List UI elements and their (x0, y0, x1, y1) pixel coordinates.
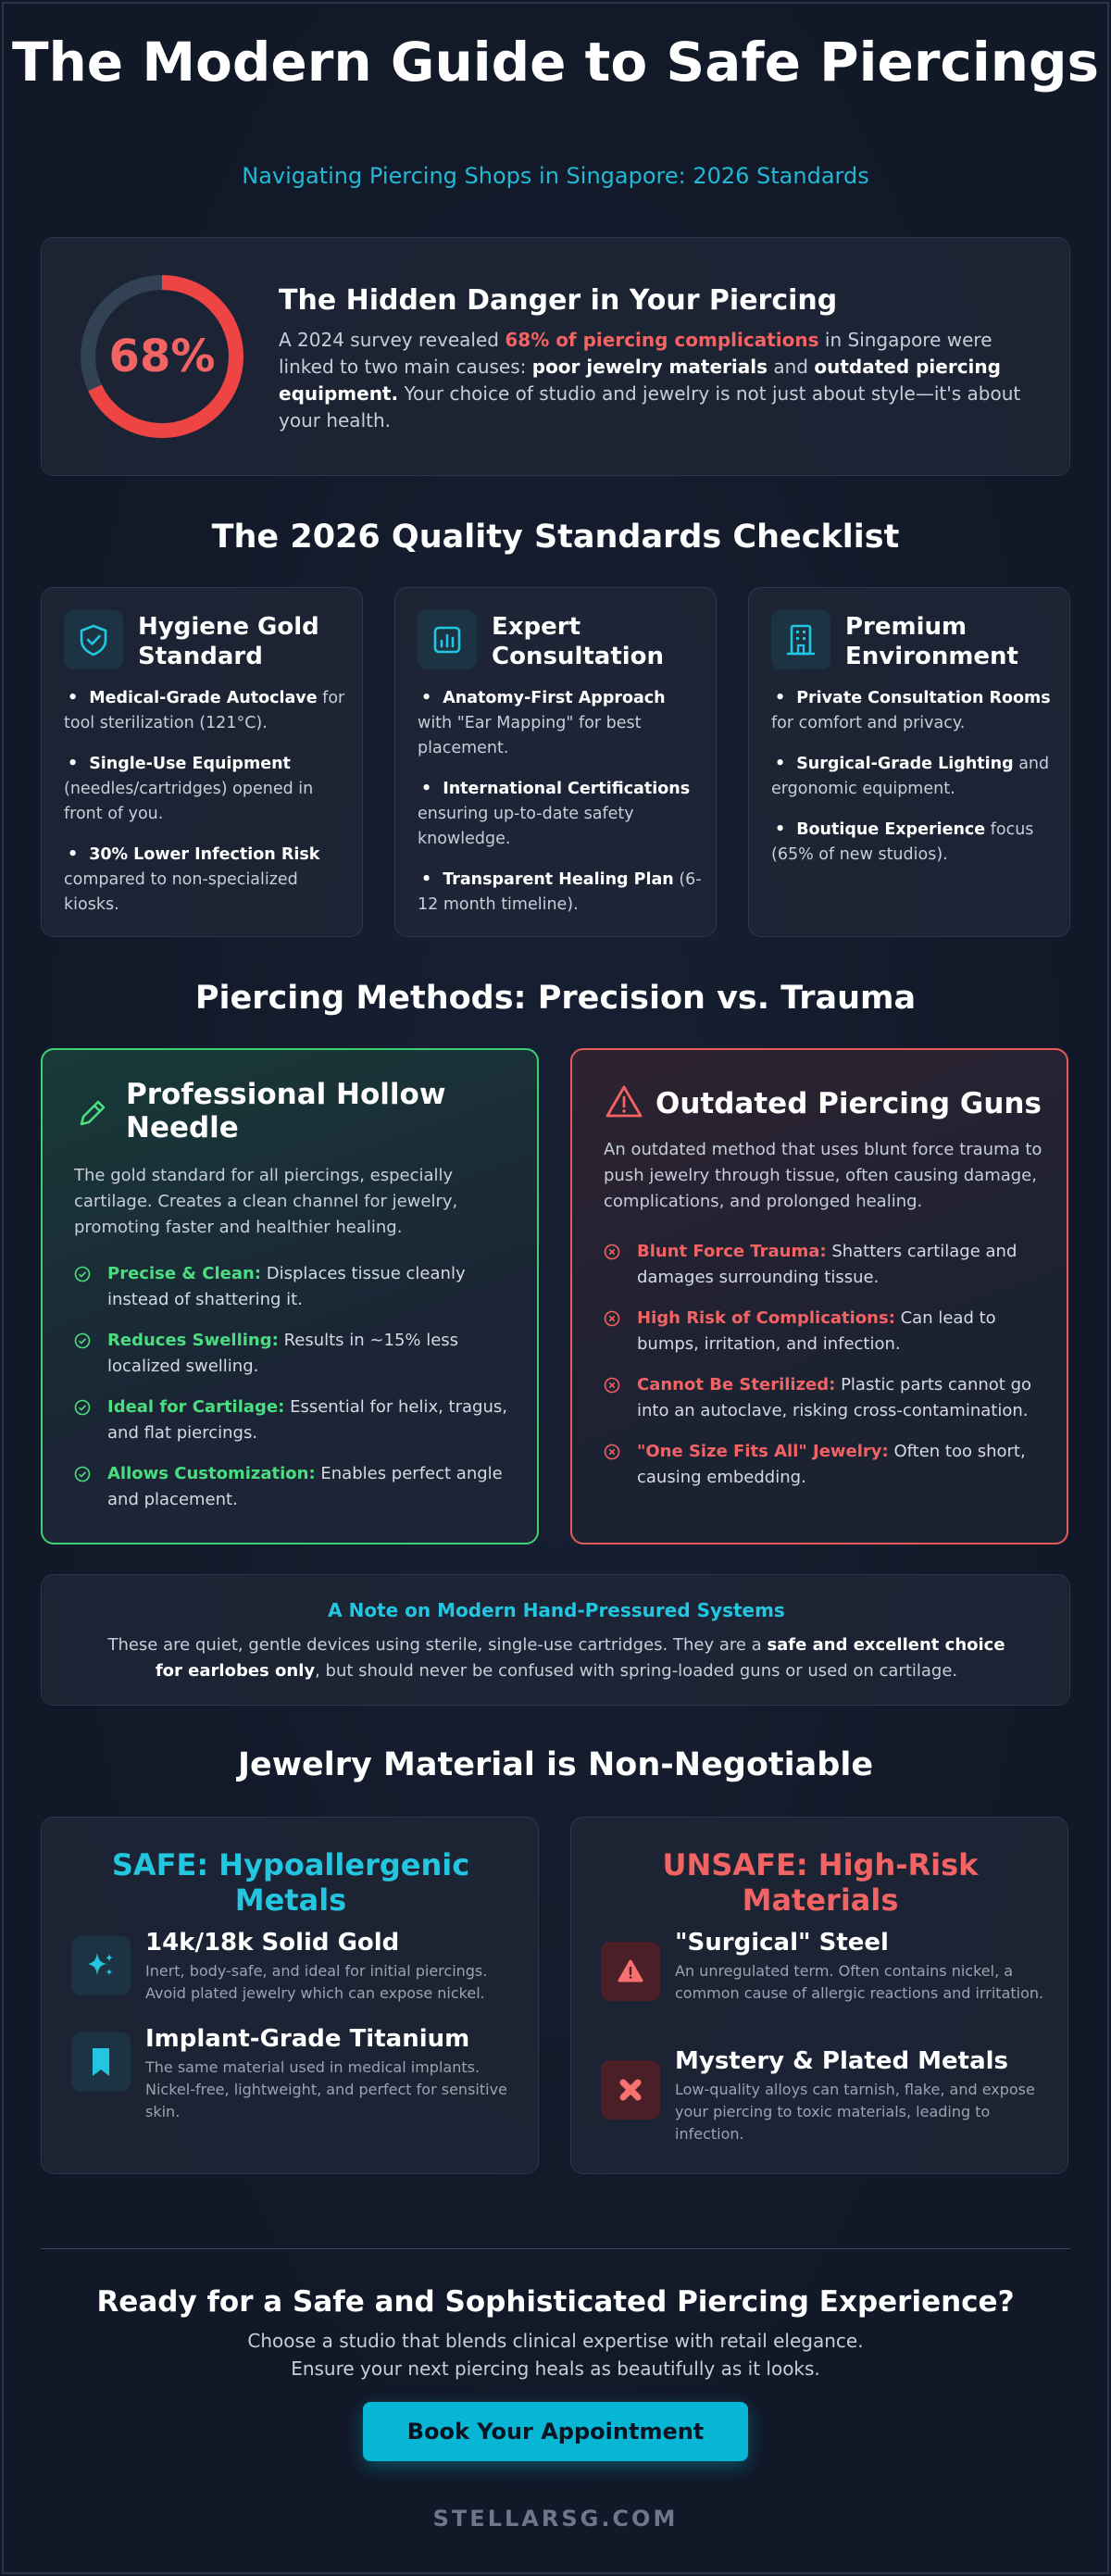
flake-icon (601, 2060, 660, 2120)
list-item: • Surgical-Grade Lighting and ergonomic equipment. (771, 752, 1056, 802)
sparkle-icon (71, 1936, 131, 1995)
material-desc: Inert, body-safe, and ideal for initial piercings. Avoid plated jewelry which can expose nickel. (145, 1962, 488, 2002)
page-subtitle: Navigating Piercing Shops in Singapore: 2026 Standards (242, 163, 869, 189)
list-item: • Single-Use Equipment (needles/cartridges) opened in front of you. (64, 752, 349, 827)
note-body: These are quiet, gentle devices using sterile, single-use cartridges. They are a safe and excellent choice for earlobes only, but should never be confused with spring-loaded guns or used on cartilage. (107, 1635, 1005, 1681)
x-circle-icon (604, 1244, 620, 1260)
needle-list (74, 1261, 518, 1528)
checklist-card-consultation (394, 587, 717, 937)
material-desc: Low-quality alloys can tarnish, flake, and expose your piercing to toxic materials, leading to infection. (675, 2081, 1035, 2143)
note-card (41, 1574, 1070, 1706)
material-desc: The same material used in medical implants. Nickel-free, lightweight, and perfect for sensitive skin. (145, 2058, 507, 2120)
stat-value: 68% (108, 331, 216, 382)
list-item: Cannot Be Sterilized: Plastic parts cannot go into an autoclave, risking cross-contamination. (604, 1372, 1048, 1424)
gun-list (604, 1239, 1048, 1506)
list-item: Blunt Force Trauma: Shatters cartilage and damages surrounding tissue. (604, 1239, 1048, 1291)
cta-line-1: Choose a studio that blends clinical expertise with retail elegance. (247, 2330, 864, 2352)
x-circle-icon (604, 1444, 620, 1460)
material-name: Mystery & Plated Metals (675, 2047, 1009, 2075)
check-circle-icon (74, 1332, 91, 1349)
list-item: • Boutique Experience focus (65% of new studios). (771, 818, 1056, 868)
material-item-gold (71, 1929, 516, 2021)
material-name: Implant-Grade Titanium (145, 2025, 470, 2053)
checklist-card-title: Premium Environment (845, 613, 1018, 670)
list-item: • International Certifications ensuring up-to-date safety knowledge. (418, 777, 703, 852)
gun-title: Outdated Piercing Guns (655, 1087, 1042, 1120)
danger-body: A 2024 survey revealed 68% of piercing complications in Singapore were linked to two main causes: poor jewelry materials and outdated piercing equipment. Your choice of studio and jewelry is not just about style—it's about your health. (279, 329, 1021, 431)
material-desc: An unregulated term. Often contains nickel, a common cause of allergic reactions and irritation. (675, 1962, 1044, 2002)
list-item: High Risk of Complications: Can lead to bumps, irritation, and infection. (604, 1306, 1048, 1357)
needle-card (41, 1048, 539, 1544)
chart-icon (418, 610, 477, 669)
material-item-plated (601, 2047, 1045, 2143)
pencil-icon (74, 1094, 111, 1132)
checklist-heading: The 2026 Quality Standards Checklist (211, 519, 900, 556)
checklist-items (771, 686, 1056, 883)
list-item: Allows Customization: Enables perfect angle and placement. (74, 1461, 518, 1513)
needle-desc: The gold standard for all piercings, especially cartilage. Creates a clean channel for jewelry, promoting faster and healthier healing. (74, 1166, 458, 1237)
material-name: 14k/18k Solid Gold (145, 1929, 400, 1957)
cta-line-2: Ensure your next piercing heals as beautifully as it looks. (291, 2357, 820, 2380)
warning-icon (601, 1942, 660, 2001)
shield-check-icon (64, 610, 123, 669)
list-item: • Medical-Grade Autoclave for tool sterilization (121°C). (64, 686, 349, 736)
x-circle-icon (604, 1310, 620, 1327)
list-item: "One Size Fits All" Jewelry: Often too short, causing embedding. (604, 1439, 1048, 1491)
safe-materials-title: SAFE: Hypoallergenic Metals (111, 1847, 470, 1918)
building-icon (771, 610, 830, 669)
methods-heading: Piercing Methods: Precision vs. Trauma (194, 980, 917, 1017)
check-circle-icon (74, 1466, 91, 1482)
checklist-card-hygiene (41, 587, 363, 937)
checklist-items (418, 686, 703, 933)
x-circle-icon (604, 1377, 620, 1394)
list-item: • Private Consultation Rooms for comfort and privacy. (771, 686, 1056, 736)
unsafe-materials-title: UNSAFE: High-Risk Materials (662, 1847, 979, 1918)
unsafe-materials-card (570, 1817, 1068, 2174)
check-circle-icon (74, 1399, 91, 1416)
warning-triangle-icon (604, 1082, 644, 1122)
material-item-titanium (71, 2025, 516, 2118)
checklist-card-title: Hygiene Gold Standard (138, 613, 319, 670)
needle-title: Professional Hollow Needle (126, 1078, 446, 1144)
cta-title: Ready for a Safe and Sophisticated Piercing Experience? (96, 2285, 1015, 2319)
list-item: Reduces Swelling: Results in ~15% less localized swelling. (74, 1328, 518, 1380)
checklist-card-environment (748, 587, 1070, 937)
checklist-items (64, 686, 349, 933)
bookmark-icon (71, 2032, 131, 2092)
safe-materials-card (41, 1817, 539, 2174)
note-title: A Note on Modern Hand-Pressured Systems (328, 1599, 785, 1621)
list-item: Ideal for Cartilage: Essential for helix, tragus, and flat piercings. (74, 1394, 518, 1446)
divider (41, 2248, 1070, 2249)
materials-heading: Jewelry Material is Non-Negotiable (237, 1746, 874, 1783)
page-title: The Modern Guide to Safe Piercings (11, 31, 1100, 94)
danger-title: The Hidden Danger in Your Piercing (279, 284, 838, 317)
list-item: • Transparent Healing Plan (6-12 month timeline). (418, 868, 703, 918)
footer-domain[interactable]: STELLARSG.COM (432, 2506, 679, 2532)
checklist-card-title: Expert Consultation (492, 613, 665, 670)
material-item-steel (601, 1929, 1045, 2021)
material-name: "Surgical" Steel (675, 1929, 889, 1957)
list-item: • Anatomy-First Approach with "Ear Mapping" for best placement. (418, 686, 703, 761)
list-item: • 30% Lower Infection Risk compared to non-specialized kiosks. (64, 843, 349, 918)
book-appointment-button[interactable]: Book Your Appointment (363, 2402, 748, 2461)
check-circle-icon (74, 1266, 91, 1282)
danger-card (41, 237, 1070, 476)
list-item: Precise & Clean: Displaces tissue cleanly instead of shattering it. (74, 1261, 518, 1313)
gun-desc: An outdated method that uses blunt force trauma to push jewelry through tissue, often causing damage, complications, and prolonged healing. (604, 1140, 1042, 1211)
gun-card (570, 1048, 1068, 1544)
